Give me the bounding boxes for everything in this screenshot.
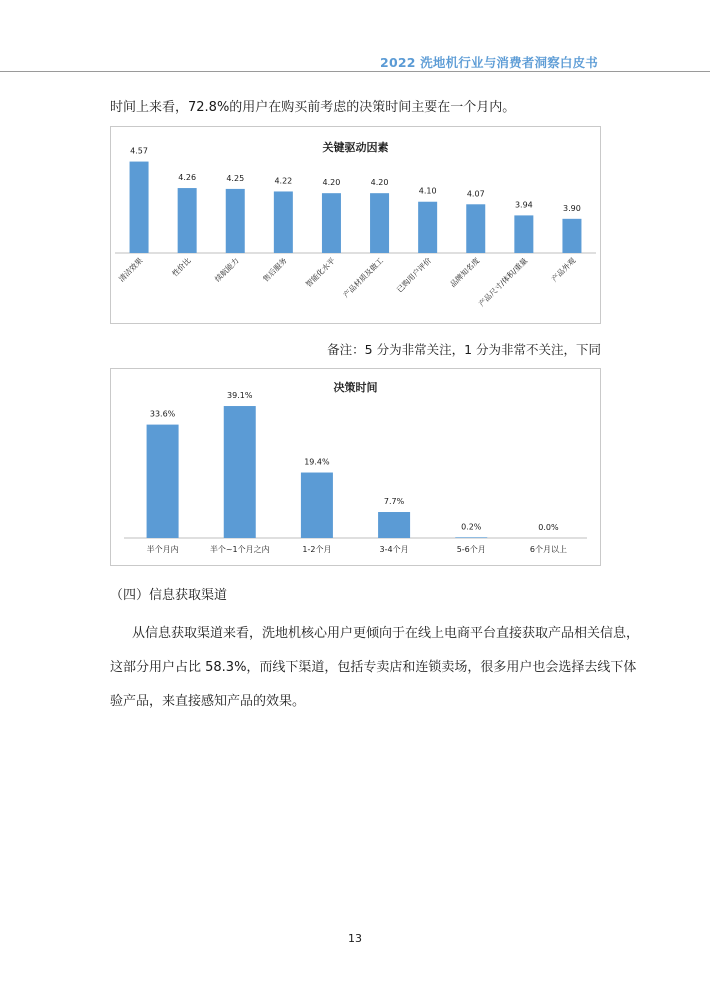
data-label: 4.20 [322,178,341,188]
bar [322,193,341,253]
chart-title: 决策时间 [333,381,378,394]
category-label: 智能化水平 [303,256,337,289]
data-label: 4.25 [226,173,245,183]
body-line-1: 从信息获取渠道来看，洗地机核心用户更倾向于在线上电商平台直接获取产品相关信息， [132,626,640,641]
chart-note: 备注：5 分为非常关注，1 分为非常不关注，下同 [327,342,601,357]
chart-title: 关键驱动因素 [322,141,389,154]
bar [178,188,197,253]
data-label: 4.26 [178,173,197,183]
data-label: 4.07 [466,189,485,199]
data-label: 0.0% [538,523,559,532]
key-drivers-chart-svg [111,127,600,323]
bar [224,406,256,538]
category-label: 3-4个月 [379,545,409,554]
category-label: 半个~1个月之内 [209,545,270,554]
section-heading: （四）信息获取渠道 [110,588,228,603]
category-label: 5-6个月 [456,545,486,554]
data-label: 33.6% [149,409,176,419]
category-label: 售后服务 [261,256,289,284]
body-line-2: 这部分用户占比 58.3%，而线下渠道，包括专卖店和连锁卖场，很多用户也会选择去线下体 [110,660,637,675]
bar [301,473,333,538]
bar [147,425,179,538]
category-label: 品牌知名度 [448,256,482,289]
data-label: 4.57 [130,146,148,156]
bar [378,512,410,538]
category-label: 1-2个月 [302,545,332,554]
category-label: 续航能力 [213,256,241,284]
body-line-3: 验产品，来直接感知产品的效果。 [110,694,306,709]
bar [562,219,581,253]
category-label: 已购用户评价 [394,256,434,295]
category-label: 清洁效果 [116,256,145,284]
category-label: 产品外观 [549,256,578,284]
key-drivers-chart [110,126,601,324]
category-label: 性价比 [170,256,193,279]
decision-time-chart [110,368,601,566]
category-label: 产品尺寸/体积/重量 [476,256,530,309]
category-label: 产品材质及做工 [341,256,385,300]
bar [370,193,389,253]
bar [274,191,293,253]
data-label: 3.94 [514,200,533,210]
bar [418,202,437,253]
data-label: 4.22 [274,176,293,186]
data-label: 0.2% [461,522,482,532]
data-label: 4.10 [418,186,437,196]
data-label: 19.4% [304,457,330,467]
data-label: 4.20 [370,178,389,188]
bar [455,537,487,538]
intro-paragraph: 时间上来看，72.8%的用户在购买前考虑的决策时间主要在一个月内。 [110,100,516,115]
document-header-title: 2022 洗地机行业与消费者洞察白皮书 [380,55,598,70]
header-divider [0,71,710,72]
decision-time-chart-svg [111,369,600,565]
bar [226,189,245,253]
data-label: 3.90 [563,203,581,213]
bar [514,215,533,253]
bar [466,204,485,253]
data-label: 7.7% [383,497,405,507]
category-label: 6个月以上 [529,545,567,554]
page-number: 13 [348,932,362,945]
category-label: 半个月内 [146,545,179,554]
bar [130,162,149,253]
data-label: 39.1% [227,391,253,401]
